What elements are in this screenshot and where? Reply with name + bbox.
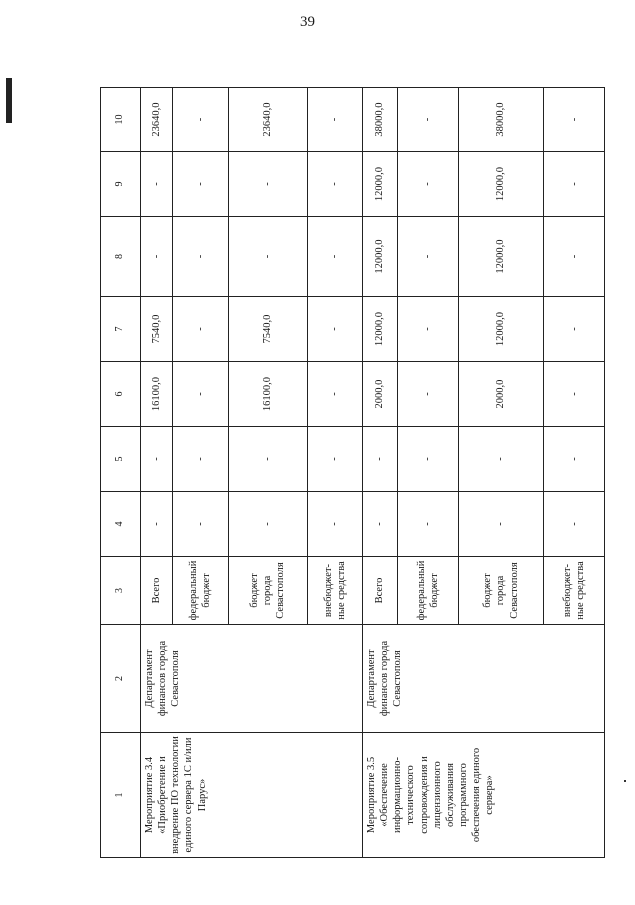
value-cell: - <box>398 152 458 217</box>
value-cell: - <box>544 492 605 557</box>
value-cell: - <box>173 297 229 362</box>
funding-source: бюджет города Севастополя <box>458 557 544 625</box>
value-cell: - <box>307 217 363 297</box>
column-number: 4 <box>101 492 141 557</box>
value-cell: 7540,0 <box>141 297 173 362</box>
value-cell: 38000,0 <box>458 88 544 152</box>
column-number-row <box>101 88 141 858</box>
value-cell: - <box>173 88 229 152</box>
value-cell: - <box>544 217 605 297</box>
value-cell: - <box>458 492 544 557</box>
funding-source: внебюджет-ные средства <box>544 557 605 625</box>
funding-source: Всего <box>141 557 173 625</box>
column-number: 7 <box>101 297 141 362</box>
value-cell: - <box>544 362 605 427</box>
measure-title: Мероприятие 3.5 «Обеспечение информационно-технического сопровождения и лицензионного обслуживания программного обеспечения единого сервера» <box>363 733 605 858</box>
column-number: 3 <box>101 557 141 625</box>
value-cell: - <box>307 297 363 362</box>
value-cell: - <box>307 427 363 492</box>
budget-table <box>100 87 605 858</box>
value-cell: - <box>363 427 398 492</box>
value-cell: - <box>228 152 307 217</box>
value-cell: - <box>141 217 173 297</box>
funding-source: бюджет города Севастополя <box>228 557 307 625</box>
executor-cell: Департамент финансов города Севастополя <box>363 625 605 733</box>
column-number: 10 <box>101 88 141 152</box>
value-cell: - <box>544 88 605 152</box>
value-cell: - <box>398 492 458 557</box>
column-number: 9 <box>101 152 141 217</box>
value-cell: - <box>173 152 229 217</box>
value-cell: - <box>228 217 307 297</box>
value-cell: - <box>307 152 363 217</box>
value-cell: 38000,0 <box>363 88 398 152</box>
page-number: 39 <box>300 14 315 30</box>
funding-source: федеральный бюджет <box>173 557 229 625</box>
value-cell: 12000,0 <box>363 217 398 297</box>
column-number: 6 <box>101 362 141 427</box>
value-cell: 12000,0 <box>363 297 398 362</box>
value-cell: - <box>228 492 307 557</box>
value-cell: 12000,0 <box>458 217 544 297</box>
value-cell: - <box>398 88 458 152</box>
value-cell: - <box>173 217 229 297</box>
value-cell: - <box>173 427 229 492</box>
value-cell: - <box>141 152 173 217</box>
value-cell: - <box>363 492 398 557</box>
value-cell: 7540,0 <box>228 297 307 362</box>
executor-cell: Департамент финансов города Севастополя <box>141 625 363 733</box>
value-cell: 12000,0 <box>363 152 398 217</box>
value-cell: - <box>307 88 363 152</box>
value-cell: - <box>398 427 458 492</box>
value-cell: - <box>398 297 458 362</box>
table-row <box>363 88 398 858</box>
value-cell: - <box>228 427 307 492</box>
value-cell: - <box>173 362 229 427</box>
value-cell: 23640,0 <box>228 88 307 152</box>
scan-edge-mark <box>6 78 12 123</box>
value-cell: - <box>307 492 363 557</box>
value-cell: - <box>544 152 605 217</box>
scan-speck <box>624 780 626 782</box>
value-cell: - <box>544 297 605 362</box>
value-cell: 12000,0 <box>458 152 544 217</box>
value-cell: 2000,0 <box>363 362 398 427</box>
column-number: 5 <box>101 427 141 492</box>
column-number: 1 <box>101 733 141 858</box>
value-cell: 23640,0 <box>141 88 173 152</box>
value-cell: - <box>544 427 605 492</box>
value-cell: - <box>458 427 544 492</box>
value-cell: 16100,0 <box>228 362 307 427</box>
column-number: 2 <box>101 625 141 733</box>
rotated-table-wrapper <box>100 88 605 858</box>
funding-source: внебюджет-ные средства <box>307 557 363 625</box>
value-cell: 12000,0 <box>458 297 544 362</box>
value-cell: - <box>307 362 363 427</box>
value-cell: - <box>141 427 173 492</box>
value-cell: - <box>398 362 458 427</box>
value-cell: - <box>141 492 173 557</box>
value-cell: - <box>398 217 458 297</box>
value-cell: 16100,0 <box>141 362 173 427</box>
value-cell: 2000,0 <box>458 362 544 427</box>
column-number: 8 <box>101 217 141 297</box>
measure-title: Мероприятие 3.4 «Приобретение и внедрение ПО технологии единого сервера 1С и/или Парус» <box>141 733 363 858</box>
table-row <box>141 88 173 858</box>
value-cell: - <box>173 492 229 557</box>
funding-source: федеральный бюджет <box>398 557 458 625</box>
funding-source: Всего <box>363 557 398 625</box>
